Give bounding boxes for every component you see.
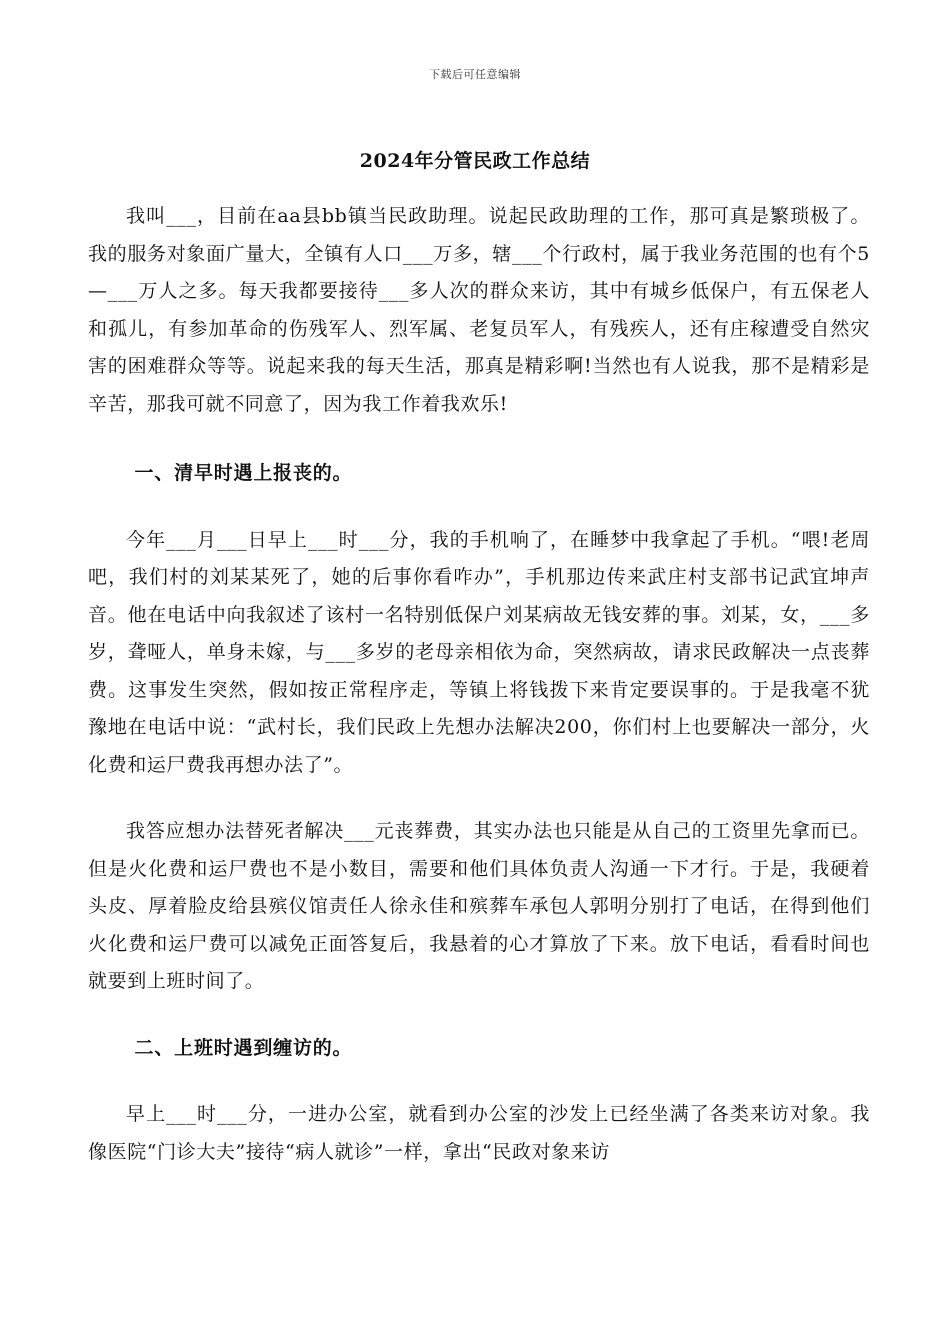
section-heading-1: 一、清早时遇上报丧的。 (134, 462, 353, 484)
document-title: 2024年分管民政工作总结 (359, 150, 591, 172)
paragraph-section-1a: 今年___月___日早上___时___分，我的手机响了，在睡梦中我拿起了手机。“喂!老周吧，我们村的刘某某死了，她的后事你看咋办”，手机那边传来武庄村支部书记武宜坤声音。他在电话中向我叙述了该村一名特别低保户刘某病故无钱安葬的事。刘某，女，___多岁，聋哑人，单身未嫁，与___多岁的老母亲相依为命，突然病故，请求民政解决一点丧葬费。这事发生突然，假如按正常程序走，等镇上将钱拨下来肯定要误事的。于是我毫不犹豫地在电话中说：“武村长，我们民政上先想办法解决200，你们村上也要解决一部分，火化费和运尸费我再想办法了”。 (88, 528, 871, 776)
paragraph-section-1b: 我答应想办法替死者解决___元丧葬费，其实办法也只能是从自己的工资里先拿而已。但是火化费和运尸费也不是小数目，需要和他们具体负责人沟通一下才行。于是，我硬着头皮、厚着脸皮给县殡仪馆责任人徐永佳和殡葬车承包人郭明分别打了电话，在得到他们火化费和运尸费可以减免正面答复后，我悬着的心才算放了下来。放下电话，看看时间也就要到上班时间了。 (88, 820, 870, 992)
section-heading-2: 二、上班时遇到缠访的。 (134, 1036, 353, 1059)
paragraph-section-2a: 早上___时___分，一进办公室，就看到办公室的沙发上已经坐满了各类来访对象。我像医院“门诊大夫”接待“病人就诊”一样，拿出“民政对象来访 (88, 1103, 870, 1163)
header-note: 下载后可任意编辑 (429, 68, 521, 81)
paragraph-intro: 我叫___，目前在aa县bb镇当民政助理。说起民政助理的工作，那可真是繁琐极了。我的服务对象面广量大，全镇有人口___万多，辖___个行政村，属于我业务范围的也有个5—___万人之多。每天我都要接待___多人次的群众来访，其中有城乡低保户，有五保老人和孤儿，有参加革命的伤残军人、烈军属、老复员军人，有残疾人，还有庄稼遭受自然灾害的困难群众等等。说起来我的每天生活，那真是精彩啊!当然也有人说我，那不是精彩是辛苦，那我可就不同意了，因为我工作着我欢乐! (88, 205, 870, 415)
document-body (88, 198, 870, 1171)
